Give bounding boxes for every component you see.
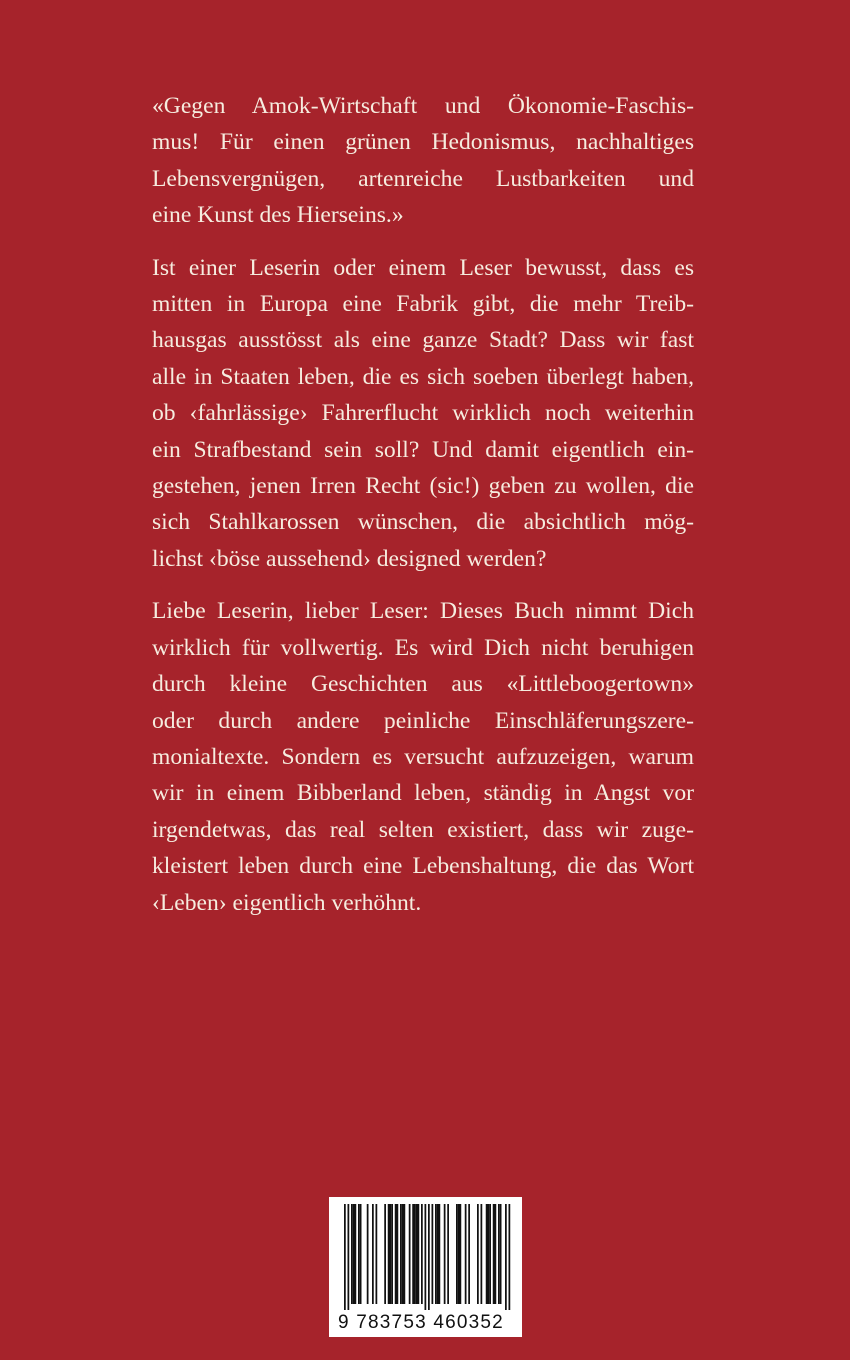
- text-line: hausgas ausstösst als eine ganze Stadt? Dass wir fast: [152, 327, 694, 354]
- barcode-bars: [336, 1204, 515, 1310]
- text-line: ‹Leben› eigentlich verhöhnt.: [152, 889, 422, 916]
- text-line: sich Stahlkarossen wünschen, die absichtlich mög-: [152, 509, 694, 536]
- isbn-barcode: [329, 1197, 522, 1337]
- barcode-bar: [414, 1204, 416, 1304]
- barcode-bar: [402, 1204, 404, 1304]
- barcode-bar: [468, 1204, 470, 1304]
- text-line: Ist einer Leserin oder einem Leser bewusst, dass es: [152, 254, 694, 281]
- text-line: Lebensvergnügen, artenreiche Lustbarkeiten und: [152, 165, 694, 192]
- barcode-bar: [418, 1204, 420, 1304]
- back-cover-text: [152, 88, 694, 921]
- barcode-bar: [353, 1204, 355, 1304]
- barcode-bar: [388, 1204, 390, 1304]
- barcode-bar: [367, 1204, 369, 1304]
- barcode-bar: [391, 1204, 393, 1304]
- isbn-digits: 9 783753 460352: [338, 1312, 504, 1333]
- paragraph-reader: [152, 593, 694, 921]
- barcode-guard-bar: [344, 1204, 346, 1310]
- barcode-bar: [456, 1204, 458, 1304]
- barcode-bar: [486, 1204, 488, 1304]
- barcode-guard-bar: [505, 1204, 507, 1310]
- barcode-bar: [447, 1204, 449, 1304]
- text-line: ob ‹fahrlässige› Fahrerflucht wirklich noch weiterhin: [152, 400, 694, 427]
- text-line: «Gegen Amok-Wirtschaft und Ökonomie-Faschis-: [152, 93, 694, 119]
- barcode-guard-bar: [425, 1204, 427, 1310]
- barcode-bar: [421, 1204, 423, 1304]
- barcode-bar: [395, 1204, 397, 1304]
- barcode-bar: [444, 1204, 446, 1304]
- text-line: gestehen, jenen Irren Recht (sic!) geben zu wollen, die: [152, 473, 694, 500]
- text-line: ein Strafbestand sein soll? Und damit eigentlich ein-: [152, 436, 694, 463]
- text-line: mitten in Europa eine Fabrik gibt, die mehr Treib-: [152, 291, 694, 318]
- barcode-guard-bar: [428, 1204, 430, 1310]
- text-line: mus! Für einen grünen Hedonismus, nachhaltiges: [152, 129, 694, 156]
- text-line: wirklich für vollwertig. Es wird Dich nicht beruhigen: [152, 634, 694, 661]
- barcode-bar: [355, 1204, 357, 1304]
- barcode-guard-bar: [348, 1204, 350, 1310]
- barcode-bar: [351, 1204, 353, 1304]
- text-line: alle in Staaten leben, die es sich soeben überlegt haben,: [152, 363, 694, 390]
- barcode-bar: [404, 1204, 406, 1304]
- text-line: monialtexte. Sondern es versucht aufzuzeigen, warum: [152, 743, 694, 770]
- barcode-bar: [390, 1204, 392, 1304]
- barcode-bar: [360, 1204, 362, 1304]
- text-line: durch kleine Geschichten aus «Littleboogertown»: [152, 671, 694, 698]
- barcode-bar: [495, 1204, 497, 1304]
- text-line: lichst ‹böse aussehend› designed werden?: [152, 545, 547, 572]
- barcode-bar: [458, 1204, 460, 1304]
- barcode-guard-bar: [509, 1204, 511, 1310]
- barcode-bar: [488, 1204, 490, 1304]
- barcode-bar: [432, 1204, 434, 1304]
- text-line: oder durch andere peinliche Einschläferungszere-: [152, 707, 694, 734]
- barcode-bar: [397, 1204, 399, 1304]
- barcode-bar: [372, 1204, 374, 1304]
- text-line: Liebe Leserin, lieber Leser: Dieses Buch nimmt Dich: [152, 598, 694, 625]
- barcode-bar: [500, 1204, 502, 1304]
- barcode-bar: [437, 1204, 439, 1304]
- barcode-bar: [358, 1204, 360, 1304]
- barcode-bar: [465, 1204, 467, 1304]
- text-line: irgendetwas, das real selten existiert, dass wir zuge-: [152, 816, 694, 843]
- barcode-bar: [435, 1204, 437, 1304]
- barcode-bar: [416, 1204, 418, 1304]
- text-line: eine Kunst des Hierseins.»: [152, 202, 404, 229]
- barcode-bar: [439, 1204, 441, 1304]
- barcode-bar: [412, 1204, 414, 1304]
- barcode-bar: [477, 1204, 479, 1304]
- barcode-bar: [409, 1204, 411, 1304]
- text-line: kleistert leben durch eine Lebenshaltung, die das Wort: [152, 853, 694, 880]
- paragraph-question: [152, 250, 694, 578]
- barcode-bar: [489, 1204, 491, 1304]
- barcode-bar: [498, 1204, 500, 1304]
- barcode-bar: [493, 1204, 495, 1304]
- paragraph-quote: [152, 88, 694, 234]
- text-line: wir in einem Bibberland leben, ständig in Angst vor: [152, 780, 694, 807]
- barcode-bar: [384, 1204, 386, 1304]
- barcode-bar: [376, 1204, 378, 1304]
- barcode-bar: [481, 1204, 483, 1304]
- barcode-bar: [400, 1204, 402, 1304]
- barcode-bar: [460, 1204, 462, 1304]
